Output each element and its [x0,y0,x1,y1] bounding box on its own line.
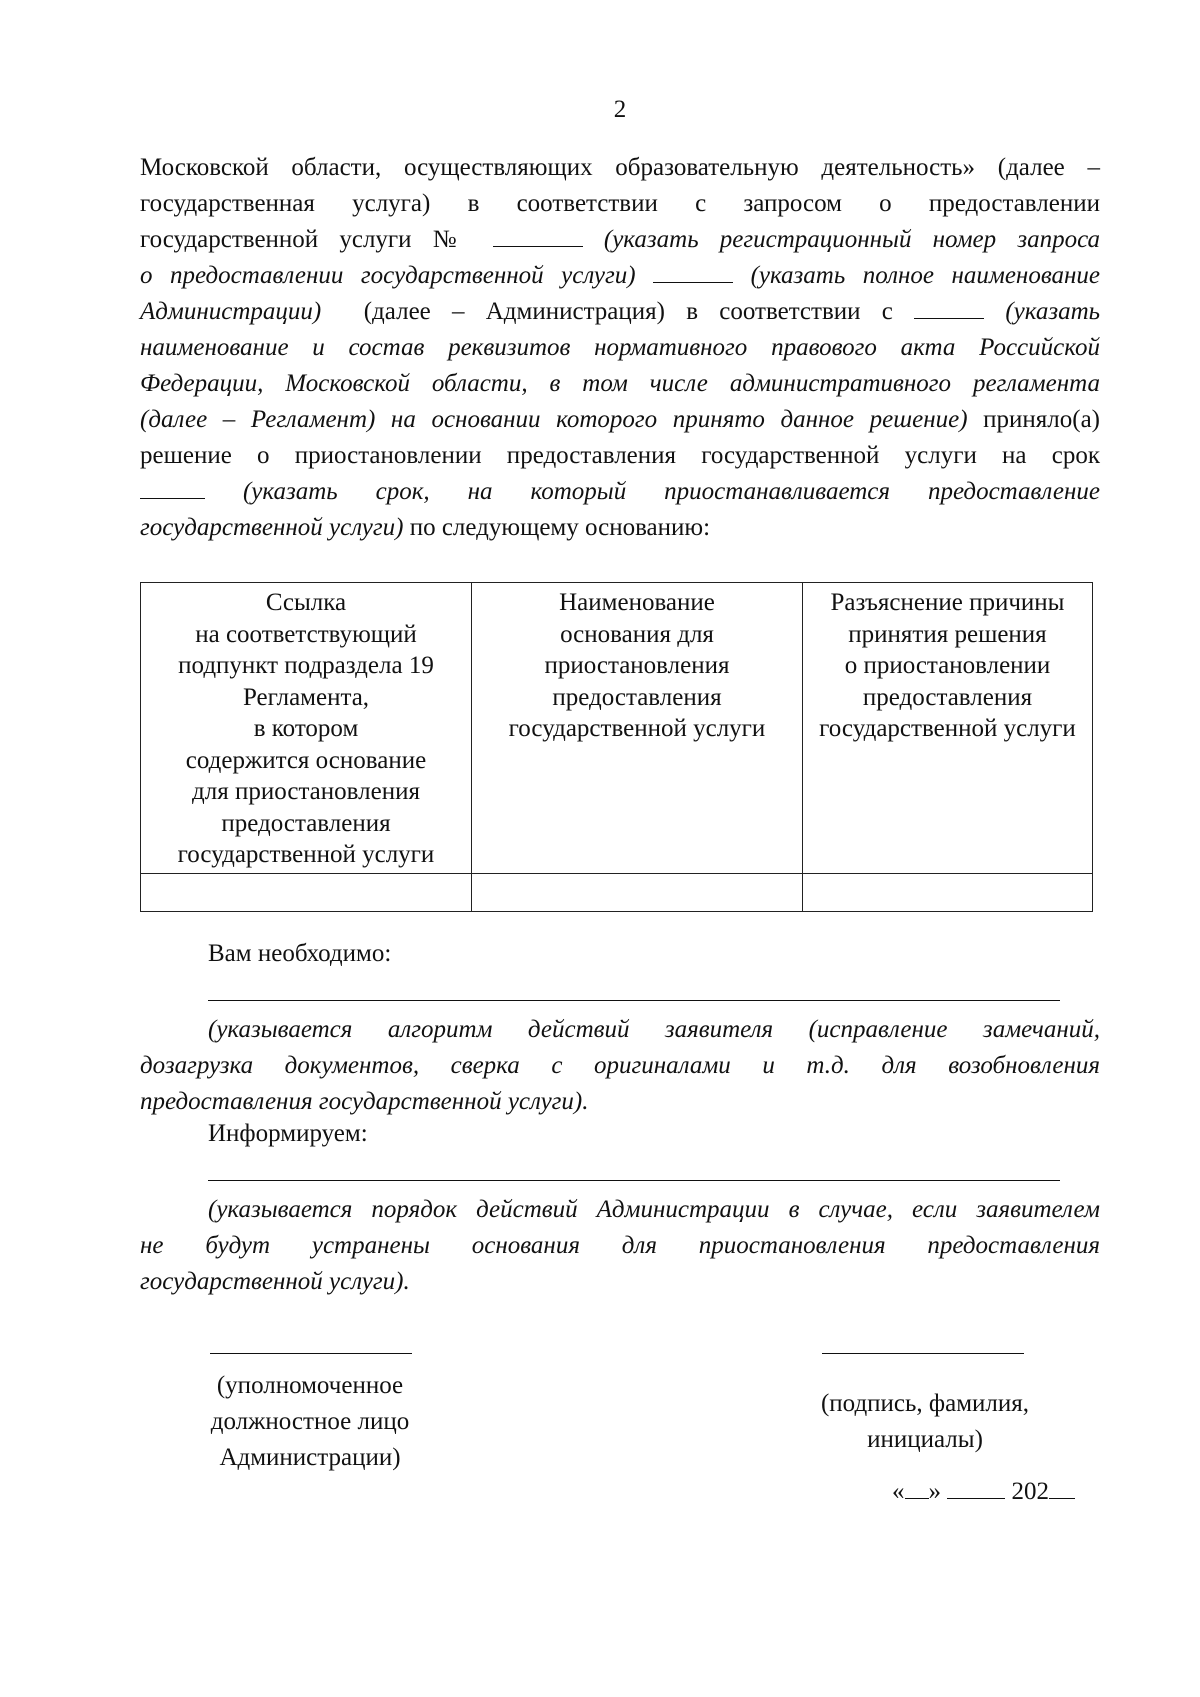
intro-italic: Администрации) [140,298,322,325]
header-line: для приостановления [192,778,420,805]
act-blank [914,296,984,319]
intro-text: приняло(а) [983,406,1100,433]
need-italic: (указывается алгоритм действий заявителя (исправление замечаний, [208,1016,1100,1043]
intro-text: государственной услуги № [140,226,472,253]
need-paragraph [140,1012,1100,1120]
intro-line: решение о приостановлении предоставления государственной услуги на срок [140,442,1100,469]
table-row [141,873,1093,911]
inform-italic: (указывается порядок действий Администрации в случае, если заявителем [208,1196,1100,1223]
intro-text: по следующему основанию: [409,514,711,541]
intro-line [140,258,1100,294]
header-line: Регламента, [242,683,370,711]
header-line: предоставления [221,809,391,837]
inform-paragraph [140,1192,1100,1300]
header-line: Ссылка [265,589,347,616]
need-label: Вам необходимо: [208,940,392,967]
need-line [140,1048,1100,1084]
intro-italic: (указать срок, на который приостанавливается предоставление [242,478,1100,505]
date-quote: « [892,1478,905,1505]
date-line [892,1476,1075,1506]
table-header-cell [141,583,472,874]
intro-italic: государственной услуги) [140,514,404,541]
intro-line [140,294,1100,330]
request-number-blank [493,224,583,247]
table-header-cell [803,583,1093,874]
inform-line [140,1264,1100,1300]
signature-line [822,1353,1024,1354]
header-line: государственной услуги [177,841,435,868]
caption-line: Администрации) [219,1444,401,1471]
need-line [140,1084,1100,1120]
header-line: содержится основание [185,746,427,774]
administration-blank [653,260,733,283]
intro-italic: (указать регистрационный номер запроса [603,226,1101,253]
intro-italic: Федерации, Московской области, в том числе административного регламента [140,370,1100,397]
year-prefix: 202 [1011,1478,1049,1505]
header-line: Разъяснение причины [830,589,1065,616]
intro-italic: (указать полное наименование [750,262,1101,289]
intro-line [140,474,1100,510]
intro-line [140,510,1100,546]
table-cell [141,873,472,911]
date-quote: » [928,1478,941,1505]
intro-line [140,330,1100,366]
header-line: приостановления [544,652,730,679]
inform-italic: не будут устранены основания для приостановления предоставления [140,1232,1100,1259]
header-line: государственной услуги [819,715,1076,742]
page-number: 2 [613,96,627,123]
day-blank [905,1476,929,1499]
caption-line: должностное лицо [210,1408,410,1435]
need-italic: предоставления государственной услуги). [140,1088,589,1115]
inform-line [140,1192,1100,1228]
intro-paragraph [140,150,1100,546]
intro-line [140,222,1100,258]
official-caption [180,1368,440,1476]
need-blank-line [208,1000,1060,1001]
inform-label: Информируем: [208,1120,368,1147]
caption-line: (подпись, фамилия, [820,1390,1030,1417]
inform-line [140,1228,1100,1264]
intro-line [140,366,1100,402]
intro-italic: (указать [1005,298,1101,325]
term-blank [140,476,205,499]
header-line: основания для [560,620,714,648]
intro-italic: о предоставлении государственной услуги) [140,262,636,289]
header-line: на соответствующий [195,620,417,648]
signature-caption [795,1386,1055,1458]
header-line: предоставления [862,683,1033,711]
header-line: Наименование [559,589,715,616]
inform-blank-line [208,1180,1060,1181]
need-italic: дозагрузка документов, сверка с оригиналами и т.д. для возобновления [140,1052,1100,1079]
intro-line: Московской области, осуществляющих образовательную деятельность» (далее – [140,154,1100,181]
table-cell [472,873,803,911]
header-line: принятия решения [848,620,1047,648]
intro-italic: наименование и состав реквизитов нормативного правового акта Российской [140,334,1100,361]
header-line: в котором [253,715,359,742]
inform-italic: государственной услуги). [140,1268,410,1295]
intro-italic: (далее – Регламент) на основании которого принято данное решение) [140,406,968,433]
header-line: подпункт подраздела 19 [178,652,434,679]
intro-line [140,402,1100,438]
table-header-row [141,583,1093,874]
table-cell [803,873,1093,911]
intro-text: (далее – Администрация) в соответствии с [363,298,893,325]
caption-line: (уполномоченное [216,1372,404,1399]
header-line: предоставления [552,683,722,711]
caption-line: инициалы) [867,1426,983,1453]
year-blank [1049,1476,1075,1499]
official-signature-line [210,1353,412,1354]
month-blank [947,1476,1005,1499]
need-line [140,1012,1100,1048]
intro-line: государственная услуга) в соответствии с запросом о предоставлении [140,190,1100,217]
header-line: о приостановлении [844,652,1051,679]
reasons-table [140,582,1093,912]
header-line: государственной услуги [508,715,766,742]
table-header-cell [472,583,803,874]
